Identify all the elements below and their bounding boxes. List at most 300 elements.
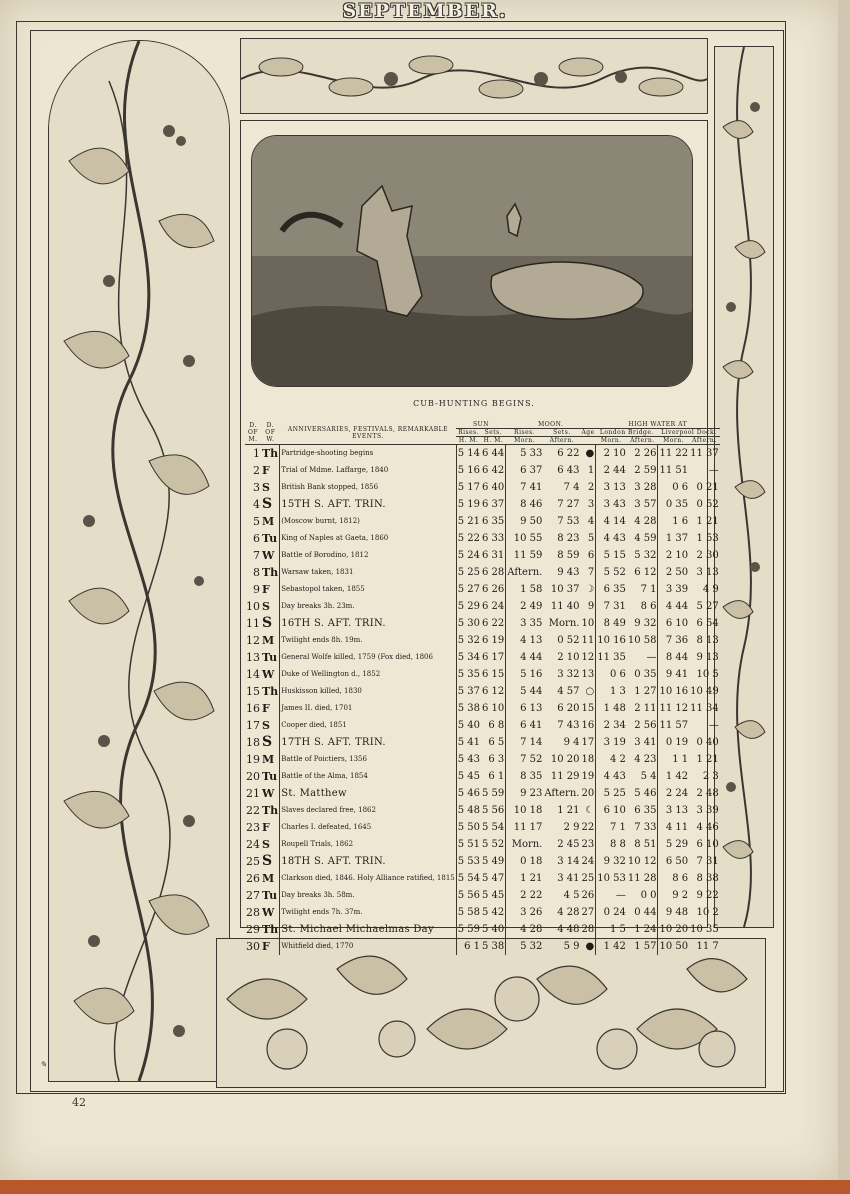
liverpool-aftern-cell: 7 31 <box>696 856 719 867</box>
london-aftern-cell: 1 57 <box>634 941 657 952</box>
london-morn-cell: 6 10 <box>596 802 627 819</box>
liverpool-aftern-cell: 1 21 <box>696 754 719 765</box>
event-cell: 18TH S. AFT. TRIN. <box>280 853 457 870</box>
moon-rise-cell: Aftern. <box>506 564 544 581</box>
liverpool-morn-cell: 9 48 <box>658 904 689 921</box>
day-of-month-cell: 8 <box>253 566 260 579</box>
liverpool-aftern-cell: 10 49 <box>690 686 719 697</box>
moon-age-cell: 6 <box>587 550 595 561</box>
london-morn-cell: 11 35 <box>596 649 627 666</box>
day-of-month-cell: 13 <box>246 651 260 664</box>
moon-set-cell: 3 41 <box>557 873 580 884</box>
liverpool-morn-cell: 6 50 <box>658 853 689 870</box>
moon-age-cell: 17 <box>581 737 595 748</box>
day-of-month-cell: 28 <box>246 906 260 919</box>
liverpool-morn-cell: 3 39 <box>658 581 689 598</box>
day-of-month-cell: 1 <box>253 447 260 460</box>
sun-rise-cell: 5 46 <box>456 785 481 802</box>
artist-signature: ✎ <box>40 1060 47 1069</box>
day-of-week-cell: W <box>261 666 280 683</box>
moon-rise-cell: 5 32 <box>506 938 544 955</box>
calendar-panel <box>240 120 719 953</box>
london-aftern-cell: 0 0 <box>640 890 657 901</box>
day-of-week-cell: W <box>261 785 280 802</box>
sun-rise-cell: 5 21 <box>456 513 481 530</box>
moon-set-cell: 4 5 <box>563 890 580 901</box>
day-of-week-cell: M <box>261 513 280 530</box>
event-cell: Twilight ends 8h. 19m. <box>280 632 457 649</box>
london-morn-cell: 2 10 <box>596 445 627 463</box>
london-morn-cell: 1 48 <box>596 700 627 717</box>
moon-set-cell: 4 48 <box>557 924 580 935</box>
moon-rise-cell: 8 35 <box>506 768 544 785</box>
header-liverpool-aftern: Aftern. <box>689 437 720 445</box>
page-number: 42 <box>72 1096 86 1109</box>
moon-rise-cell: 0 18 <box>506 853 544 870</box>
liverpool-aftern-cell: 2 48 <box>696 788 719 799</box>
liverpool-aftern-cell: — <box>708 465 719 476</box>
sun-rise-cell: 5 54 <box>456 870 481 887</box>
london-morn-cell: 5 52 <box>596 564 627 581</box>
day-of-month-cell: 11 <box>246 617 260 630</box>
day-of-week-cell: S <box>261 615 280 632</box>
day-of-month-cell: 10 <box>246 600 260 613</box>
liverpool-morn-cell: 10 16 <box>658 683 689 700</box>
liverpool-aftern-cell: 0 52 <box>696 499 719 510</box>
day-of-week-cell: S <box>261 734 280 751</box>
london-aftern-cell: 10 12 <box>627 856 657 867</box>
day-of-month-cell: 19 <box>246 753 260 766</box>
sun-set-cell: 6 5 <box>488 737 505 748</box>
liverpool-aftern-cell: 3 39 <box>696 805 719 816</box>
moon-set-cell: 2 9 <box>563 822 580 833</box>
moon-age-cell: 28 <box>581 924 595 935</box>
left-bramble-border <box>48 40 230 1082</box>
moon-set-cell: 6 20 <box>557 703 580 714</box>
day-of-week-cell: Th <box>262 804 279 817</box>
london-morn-cell: 2 34 <box>596 717 627 734</box>
fox-engraving-image <box>251 135 693 387</box>
calendar-row <box>245 904 720 921</box>
moon-rise-cell: 4 13 <box>506 632 544 649</box>
sun-set-cell: 5 38 <box>482 941 505 952</box>
sun-rise-cell: 5 17 <box>456 479 481 496</box>
liverpool-aftern-cell: 0 40 <box>696 737 719 748</box>
day-of-month-cell: 14 <box>246 668 260 681</box>
event-cell: British Bank stopped, 1856 <box>280 479 457 496</box>
day-of-week-cell: M <box>261 870 280 887</box>
sun-set-cell: 6 3 <box>488 754 505 765</box>
event-cell: Twilight ends 7h. 37m. <box>280 904 457 921</box>
london-aftern-cell: 2 26 <box>634 448 657 459</box>
moon-rise-cell: 5 33 <box>506 445 544 463</box>
moon-rise-cell: 9 23 <box>506 785 544 802</box>
calendar-row <box>245 819 720 836</box>
london-morn-cell: 3 43 <box>596 496 627 513</box>
moon-set-cell: Aftern. <box>544 788 580 799</box>
london-morn-cell: 9 32 <box>596 853 627 870</box>
moon-set-cell: 9 43 <box>557 567 580 578</box>
moon-age-cell: 7 <box>587 567 595 578</box>
london-morn-cell: 6 35 <box>596 581 627 598</box>
moon-set-cell: 9 4 <box>563 737 580 748</box>
moon-age-cell: 1 <box>587 465 595 476</box>
liverpool-aftern-cell: 6 10 <box>696 839 719 850</box>
london-morn-cell: 2 44 <box>596 462 627 479</box>
moon-age-cell: 9 <box>587 601 595 612</box>
header-moon: MOON. <box>506 421 596 429</box>
london-morn-cell: 0 24 <box>596 904 627 921</box>
liverpool-aftern-cell: 3 13 <box>696 567 719 578</box>
liverpool-aftern-cell: 0 21 <box>696 482 719 493</box>
london-aftern-cell: 5 32 <box>634 550 657 561</box>
moon-set-cell: 11 40 <box>550 601 580 612</box>
moon-set-cell: 4 28 <box>557 907 580 918</box>
moon-set-cell: 6 22 <box>557 448 580 459</box>
liverpool-morn-cell: 11 57 <box>658 717 689 734</box>
london-morn-cell: 5 25 <box>596 785 627 802</box>
day-of-week-cell: Th <box>261 445 280 463</box>
event-cell: Cooper died, 1851 <box>280 717 457 734</box>
sun-set-cell: 6 17 <box>482 652 505 663</box>
day-of-month-cell: 4 <box>253 498 260 511</box>
london-morn-cell: 4 2 <box>596 751 627 768</box>
liverpool-morn-cell: 3 13 <box>658 802 689 819</box>
calendar-row <box>245 496 720 513</box>
day-of-month-cell: 25 <box>246 855 260 868</box>
calendar-body <box>245 445 720 956</box>
liverpool-morn-cell: 0 19 <box>658 734 689 751</box>
liverpool-morn-cell: 9 41 <box>658 666 689 683</box>
top-ornament-band <box>240 38 708 114</box>
illustration-caption: CUB-HUNTING BEGINS. <box>413 399 535 408</box>
liverpool-morn-cell: 8 44 <box>658 649 689 666</box>
london-aftern-cell: — <box>646 652 657 663</box>
header-units-sun-set: H. M. <box>481 437 506 445</box>
bottom-fruit-band <box>216 938 766 1088</box>
sun-set-cell: 6 19 <box>482 635 505 646</box>
day-of-week-cell: S <box>261 496 280 513</box>
moon-rise-cell: 10 55 <box>506 530 544 547</box>
moon-age-cell: 12 <box>581 652 595 663</box>
liverpool-morn-cell: 11 12 <box>658 700 689 717</box>
moon-set-cell: 7 27 <box>557 499 580 510</box>
liverpool-morn-cell: 11 51 <box>658 462 689 479</box>
moon-age-cell: ○ <box>585 686 595 697</box>
sun-rise-cell: 5 30 <box>456 615 481 632</box>
london-aftern-cell: 5 46 <box>634 788 657 799</box>
day-of-week-cell: W <box>261 547 280 564</box>
event-cell: St. Matthew <box>280 785 457 802</box>
sun-rise-cell: 5 50 <box>456 819 481 836</box>
calendar-row <box>245 649 720 666</box>
moon-rise-cell: 6 41 <box>506 717 544 734</box>
day-of-month-cell: 23 <box>246 821 260 834</box>
day-of-week-cell: Th <box>262 566 279 579</box>
header-london-bridge: London Bridge. <box>596 429 658 437</box>
liverpool-morn-cell: 11 22 <box>658 445 689 463</box>
calendar-row <box>245 734 720 751</box>
header-sun-rises: Rises. <box>458 429 480 436</box>
london-aftern-cell: 3 28 <box>634 482 657 493</box>
moon-age-cell: 5 <box>587 533 595 544</box>
moon-rise-cell: 4 28 <box>506 921 544 938</box>
sun-set-cell: 5 40 <box>482 924 505 935</box>
calendar-row <box>245 462 720 479</box>
liverpool-aftern-cell: 9 13 <box>696 652 719 663</box>
moon-set-cell: 11 29 <box>550 771 580 782</box>
header-units-moon-set: Aftern. <box>543 437 580 445</box>
moon-age-cell: 13 <box>581 669 595 680</box>
sun-rise-cell: 5 59 <box>456 921 481 938</box>
liverpool-aftern-cell: 10 5 <box>696 669 719 680</box>
moon-age-cell: 11 <box>581 635 595 646</box>
event-cell: St. Michael Michaelmas Day <box>280 921 457 938</box>
day-of-month-cell: 21 <box>246 787 260 800</box>
moon-rise-cell: 1 21 <box>506 870 544 887</box>
moon-rise-cell: 11 59 <box>506 547 544 564</box>
sun-set-cell: 6 44 <box>482 448 505 459</box>
moon-age-cell: 10 <box>581 618 595 629</box>
liverpool-morn-cell: 7 36 <box>658 632 689 649</box>
sun-set-cell: 5 54 <box>482 822 505 833</box>
event-cell: Battle of Poictiers, 1356 <box>280 751 457 768</box>
london-morn-cell: 10 53 <box>596 870 627 887</box>
event-cell: Clarkson died, 1846. Holy Alliance ratified, 1815 <box>280 870 457 887</box>
moon-set-cell: 5 9 <box>563 941 580 952</box>
sun-set-cell: 5 45 <box>482 890 505 901</box>
event-cell: Battle of the Alma, 1854 <box>280 768 457 785</box>
liverpool-aftern-cell: 10 35 <box>690 924 719 935</box>
calendar-row <box>245 479 720 496</box>
header-events: ANNIVERSARIES, FESTIVALS, REMARKABLE EVENTS. <box>280 421 457 445</box>
day-of-month-cell: 12 <box>246 634 260 647</box>
sun-rise-cell: 5 48 <box>456 802 481 819</box>
calendar-row <box>245 751 720 768</box>
liverpool-aftern-cell: 11 37 <box>690 448 719 459</box>
liverpool-aftern-cell: 1 21 <box>696 516 719 527</box>
sun-set-cell: 6 28 <box>482 567 505 578</box>
event-cell: Charles I. defeated, 1645 <box>280 819 457 836</box>
day-of-month-cell: 27 <box>246 889 260 902</box>
header-liverpool-dock: Liverpool Dock. <box>658 429 720 437</box>
moon-age-cell: 19 <box>581 771 595 782</box>
calendar-row <box>245 632 720 649</box>
sun-rise-cell: 5 25 <box>456 564 481 581</box>
sun-set-cell: 6 26 <box>482 584 505 595</box>
right-holly-border <box>714 46 774 928</box>
month-title: SEPTEMBER. <box>342 0 508 22</box>
london-morn-cell: — <box>596 887 627 904</box>
moon-age-cell: 4 <box>587 516 595 527</box>
london-morn-cell: 3 19 <box>596 734 627 751</box>
moon-rise-cell: 11 17 <box>506 819 544 836</box>
moon-rise-cell: 2 49 <box>506 598 544 615</box>
liverpool-morn-cell: 2 10 <box>658 547 689 564</box>
moon-set-cell: 8 59 <box>557 550 580 561</box>
day-of-week-cell: S <box>261 598 280 615</box>
sun-set-cell: 6 8 <box>488 720 505 731</box>
calendar-row <box>245 547 720 564</box>
moon-age-cell: ● <box>585 448 595 459</box>
header-sun: SUN <box>456 421 506 429</box>
moon-age-cell: 25 <box>581 873 595 884</box>
day-of-month-cell: 16 <box>246 702 260 715</box>
liverpool-morn-cell: 6 10 <box>658 615 689 632</box>
event-cell: Duke of Wellington d., 1852 <box>280 666 457 683</box>
day-of-week-cell: W <box>261 904 280 921</box>
event-cell: Whitfield died, 1770 <box>280 938 457 955</box>
liverpool-morn-cell: 1 6 <box>658 513 689 530</box>
event-cell: Partridge-shooting begins <box>280 445 457 463</box>
page-edge-right <box>838 0 850 1180</box>
day-of-week-cell: S <box>261 836 280 853</box>
day-of-week-cell: Tu <box>261 887 280 904</box>
sun-set-cell: 5 47 <box>482 873 505 884</box>
liverpool-aftern-cell: 9 22 <box>696 890 719 901</box>
header-units-moon-rise: Morn. <box>506 437 544 445</box>
liverpool-morn-cell: 4 11 <box>658 819 689 836</box>
london-morn-cell: 4 43 <box>596 768 627 785</box>
moon-rise-cell: 3 26 <box>506 904 544 921</box>
moon-age-cell: ● <box>585 941 595 952</box>
sun-set-cell: 6 40 <box>482 482 505 493</box>
header-moon-rises: Rises. <box>506 429 544 437</box>
event-cell: Day breaks 3h. 58m. <box>280 887 457 904</box>
event-cell: Trial of Mdme. Laffarge, 1840 <box>280 462 457 479</box>
sun-rise-cell: 5 32 <box>456 632 481 649</box>
day-of-week-cell: F <box>261 938 280 955</box>
liverpool-morn-cell: 0 35 <box>658 496 689 513</box>
liverpool-morn-cell: 1 42 <box>658 768 689 785</box>
event-cell: Slaves declared free, 1862 <box>280 802 457 819</box>
liverpool-aftern-cell: 8 38 <box>696 873 719 884</box>
liverpool-aftern-cell: 8 13 <box>696 635 719 646</box>
day-of-week-cell: S <box>261 853 280 870</box>
day-of-month-cell: 22 <box>246 804 260 817</box>
london-aftern-cell: 0 35 <box>634 669 657 680</box>
liverpool-aftern-cell: 4 9 <box>702 584 719 595</box>
moon-set-cell: 6 43 <box>557 465 580 476</box>
liverpool-morn-cell: 10 50 <box>658 938 689 955</box>
moon-rise-cell: 6 37 <box>506 462 544 479</box>
day-of-month-cell: 17 <box>246 719 260 732</box>
sun-set-cell: 5 56 <box>482 805 505 816</box>
liverpool-morn-cell: 1 37 <box>658 530 689 547</box>
header-sun-sets: Sets. <box>481 429 506 437</box>
moon-rise-cell: 7 41 <box>506 479 544 496</box>
event-cell: Day breaks 3h. 23m. <box>280 598 457 615</box>
header-high-water: HIGH WATER AT <box>596 421 720 429</box>
moon-rise-cell: 8 46 <box>506 496 544 513</box>
moon-set-cell: 7 4 <box>563 482 580 493</box>
day-of-week-cell: S <box>261 479 280 496</box>
moon-age-cell: 18 <box>581 754 595 765</box>
sun-rise-cell: 5 22 <box>456 530 481 547</box>
day-of-month-cell: 24 <box>246 838 260 851</box>
day-of-week-cell: Tu <box>261 649 280 666</box>
moon-rise-cell: 7 52 <box>506 751 544 768</box>
london-morn-cell: 10 16 <box>596 632 627 649</box>
header-units-sun-rise: H. M. <box>456 437 481 445</box>
sun-set-cell: 6 10 <box>482 703 505 714</box>
day-of-month-cell: 9 <box>253 583 260 596</box>
calendar-row <box>245 717 720 734</box>
liverpool-morn-cell: 9 2 <box>658 887 689 904</box>
london-aftern-cell: 5 4 <box>640 771 657 782</box>
london-morn-cell: 7 1 <box>596 819 627 836</box>
event-cell: 17TH S. AFT. TRIN. <box>280 734 457 751</box>
calendar-row <box>245 785 720 802</box>
moon-age-cell: 26 <box>581 890 595 901</box>
day-of-month-cell: 6 <box>253 532 260 545</box>
calendar-row <box>245 768 720 785</box>
moon-set-cell: 0 52 <box>557 635 580 646</box>
fox-engraving-art <box>252 136 692 386</box>
london-aftern-cell: 8 51 <box>634 839 657 850</box>
london-aftern-cell: 3 57 <box>634 499 657 510</box>
london-aftern-cell: 2 11 <box>634 703 657 714</box>
london-morn-cell: 1 42 <box>596 938 627 955</box>
moon-rise-cell: 3 35 <box>506 615 544 632</box>
london-aftern-cell: 6 35 <box>634 805 657 816</box>
sun-rise-cell: 5 19 <box>456 496 481 513</box>
sun-set-cell: 6 33 <box>482 533 505 544</box>
calendar-row <box>245 870 720 887</box>
liverpool-aftern-cell: — <box>708 720 719 731</box>
liverpool-aftern-cell: 5 27 <box>696 601 719 612</box>
calendar-row <box>245 887 720 904</box>
day-of-month-cell: 7 <box>253 549 260 562</box>
fruit-foliage-illustration <box>217 939 765 1087</box>
sun-rise-cell: 6 1 <box>456 938 481 955</box>
moon-rise-cell: 9 50 <box>506 513 544 530</box>
event-cell: Battle of Borodino, 1812 <box>280 547 457 564</box>
calendar-row <box>245 598 720 615</box>
london-aftern-cell: 3 41 <box>634 737 657 748</box>
liverpool-aftern-cell: 11 7 <box>696 941 719 952</box>
sun-rise-cell: 5 34 <box>456 649 481 666</box>
moon-age-cell: 22 <box>581 822 595 833</box>
liverpool-morn-cell: 5 29 <box>658 836 689 853</box>
liverpool-morn-cell: 8 6 <box>658 870 689 887</box>
sun-rise-cell: 5 24 <box>456 547 481 564</box>
moon-rise-cell: 5 16 <box>506 666 544 683</box>
moon-age-cell: 23 <box>581 839 595 850</box>
london-aftern-cell: 2 56 <box>634 720 657 731</box>
moon-age-cell: 24 <box>581 856 595 867</box>
liverpool-morn-cell: 10 20 <box>658 921 689 938</box>
day-of-month-cell: 3 <box>253 481 260 494</box>
sun-rise-cell: 5 58 <box>456 904 481 921</box>
london-morn-cell: 3 13 <box>596 479 627 496</box>
moon-rise-cell: 4 44 <box>506 649 544 666</box>
calendar-row <box>245 513 720 530</box>
calendar-row <box>245 615 720 632</box>
event-cell: King of Naples at Gaeta, 1860 <box>280 530 457 547</box>
day-of-month-cell: 30 <box>246 940 260 953</box>
day-of-week-cell: S <box>261 717 280 734</box>
sun-rise-cell: 5 40 <box>456 717 481 734</box>
moon-set-cell: 2 45 <box>557 839 580 850</box>
calendar-row <box>245 700 720 717</box>
header-london-aftern: Aftern. <box>627 437 658 445</box>
sun-rise-cell: 5 45 <box>456 768 481 785</box>
event-cell: 15TH S. AFT. TRIN. <box>280 496 457 513</box>
london-aftern-cell: 4 23 <box>634 754 657 765</box>
sun-rise-cell: 5 51 <box>456 836 481 853</box>
london-aftern-cell: 1 27 <box>634 686 657 697</box>
